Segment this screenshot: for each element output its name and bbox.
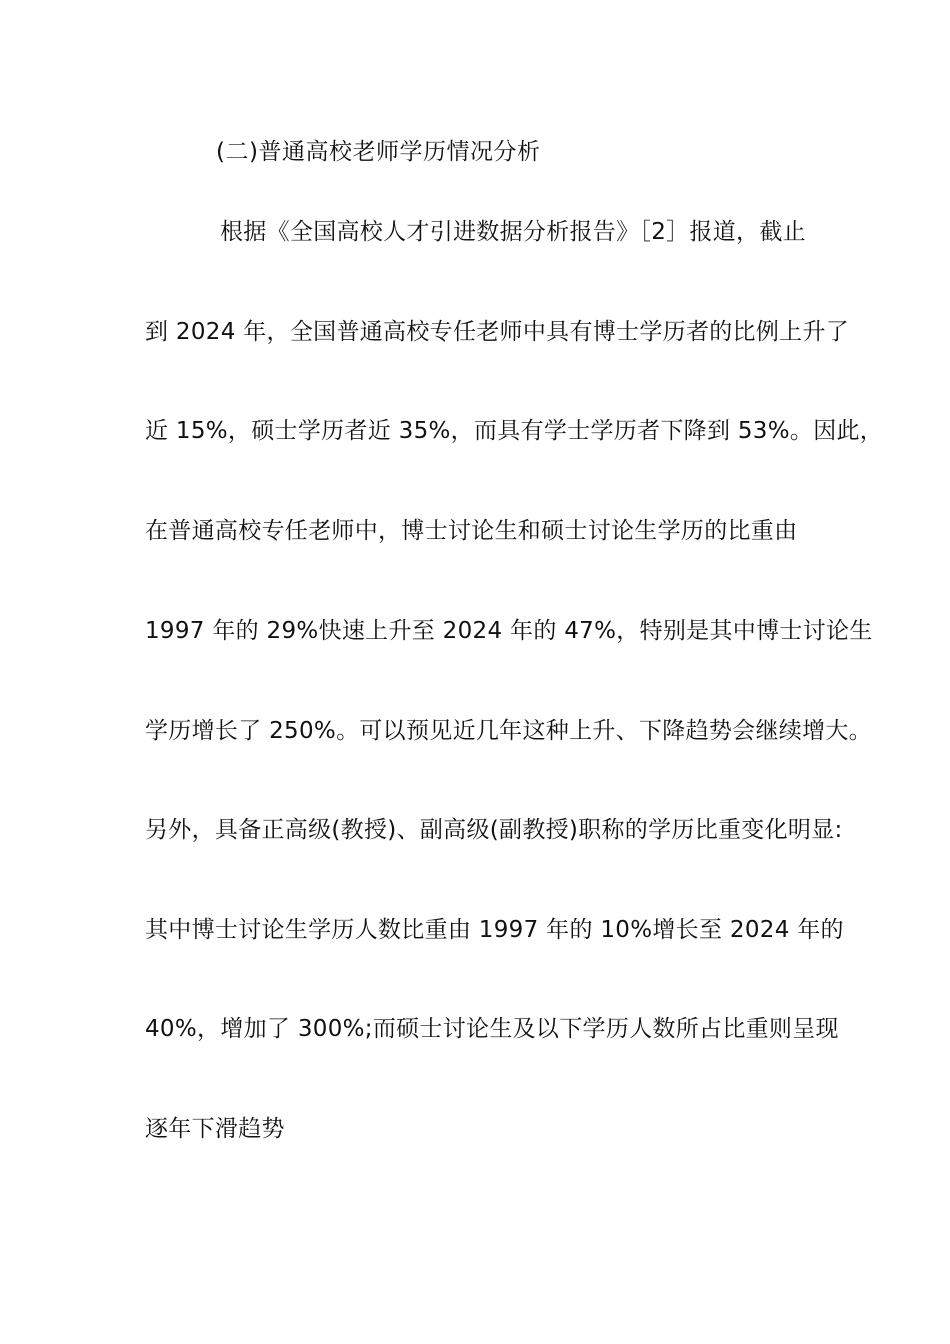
section-heading: (二)普通高校老师学历情况分析 (216, 139, 541, 165)
paragraph-line-5: 1997 年的 29%快速上升至 2024 年的 47%，特别是其中博士讨论生 (145, 618, 873, 644)
paragraph-line-3: 近 15%，硕士学历者近 35%，而具有学士学历者下降到 53%。因此， (145, 418, 884, 444)
paragraph-line-8: 其中博士讨论生学历人数比重由 1997 年的 10%增长至 2024 年的 (145, 917, 844, 943)
paragraph-line-2: 到 2024 年，全国普通高校专任老师中具有博士学历者的比例上升了 (145, 319, 850, 345)
paragraph-line-6: 学历增长了 250%。可以预见近几年这种上升、下降趋势会继续增大。 (145, 718, 872, 744)
paragraph-line-4: 在普通高校专任老师中，博士讨论生和硕士讨论生学历的比重由 (145, 518, 798, 544)
paragraph-line-10: 逐年下滑趋势 (145, 1116, 285, 1142)
paragraph-line-1: 根据《全国高校人才引进数据分析报告》［2］报道，截止 (220, 219, 806, 245)
paragraph-line-9: 40%，增加了 300%;而硕士讨论生及以下学历人数所占比重则呈现 (145, 1016, 839, 1042)
paragraph-line-7: 另外，具备正高级(教授)、副高级(副教授)职称的学历比重变化明显: (145, 817, 843, 843)
